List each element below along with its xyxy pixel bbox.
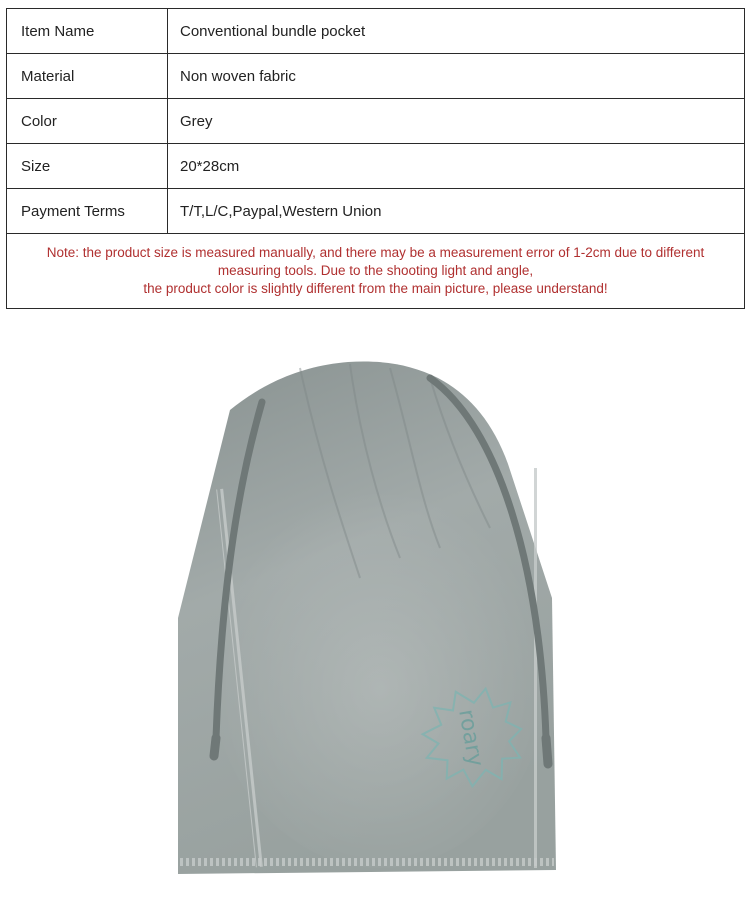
drawstring-right-end — [546, 738, 548, 764]
spec-value-item-name: Conventional bundle pocket — [168, 9, 745, 54]
table-row — [7, 9, 745, 54]
table-row — [7, 189, 745, 234]
logo-text: roary — [453, 707, 488, 769]
disclaimer-note — [7, 234, 745, 309]
product-spec-table — [6, 8, 745, 309]
spec-label-material: Material — [7, 54, 168, 99]
spec-value-material: Non woven fabric — [168, 54, 745, 99]
spec-label-color: Color — [7, 99, 168, 144]
table-row — [7, 234, 745, 309]
spec-label-payment-terms: Payment Terms — [7, 189, 168, 234]
spec-label-item-name: Item Name — [7, 9, 168, 54]
spec-value-size: 20*28cm — [168, 144, 745, 189]
note-line-1: Note: the product size is measured manually, and there may be a measurement error of 1-2cm due to different — [46, 245, 705, 260]
spec-value-payment-terms: T/T,L/C,Paypal,Western Union — [168, 189, 745, 234]
spec-label-size: Size — [7, 144, 168, 189]
table-row — [7, 54, 745, 99]
drawstring-left-end — [214, 738, 216, 756]
spec-value-color: Grey — [168, 99, 745, 144]
table-row — [7, 144, 745, 189]
fabric-sheen — [210, 468, 550, 868]
bottom-seam — [180, 858, 554, 866]
product-photo — [0, 318, 750, 912]
table-row — [7, 99, 745, 144]
note-line-3: the product color is slightly different from the main picture, please understand! — [143, 281, 608, 296]
drawstring-bag — [178, 362, 556, 874]
note-line-2: measuring tools. Due to the shooting light and angle, — [217, 263, 534, 278]
